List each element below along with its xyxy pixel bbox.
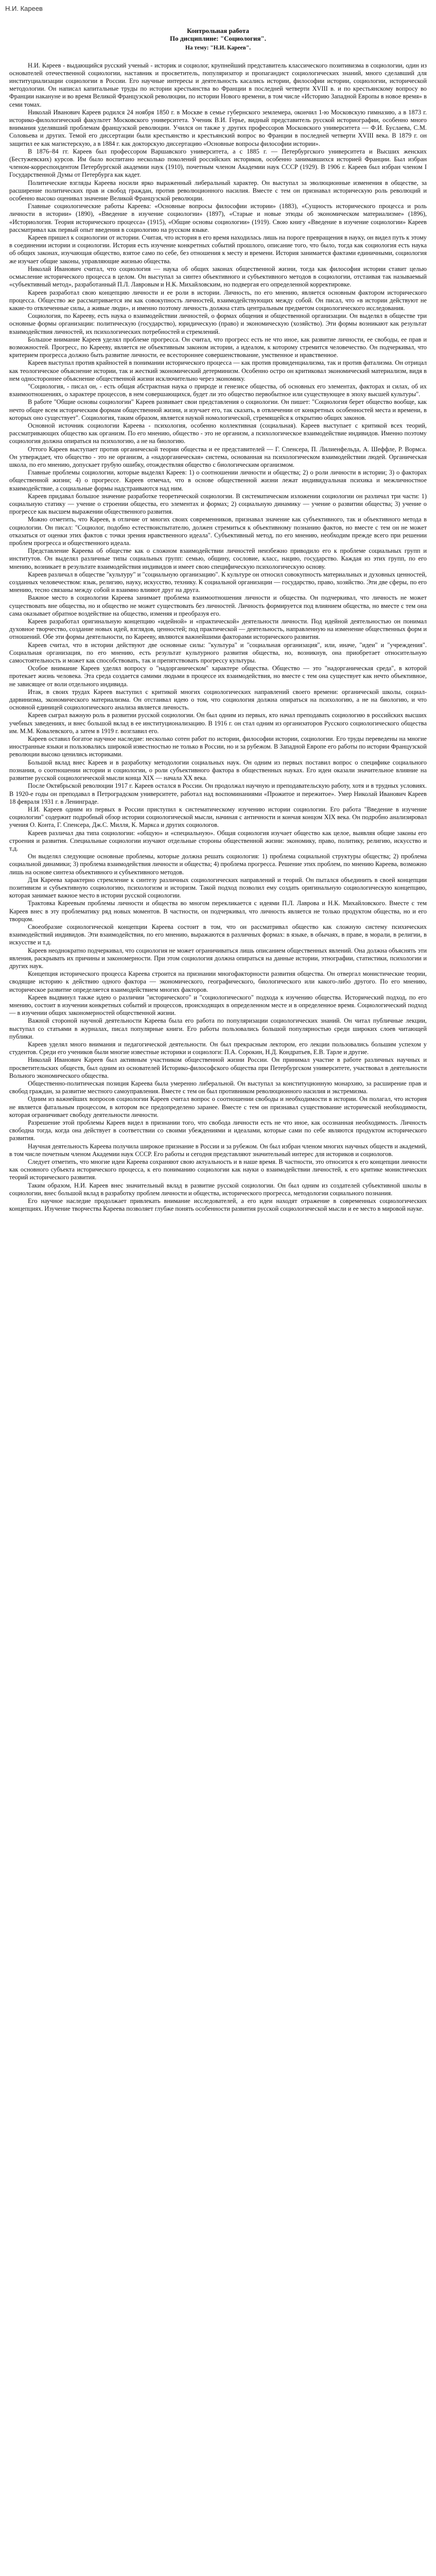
document-body bbox=[9, 62, 427, 1213]
paragraph: Концепция исторического процесса Кареева строится на признании многофакторности развития общества. Он отвергал монистические теории, сводящие историю к действию одного фактора — экономического, географического, биологического или какого-либо другого. По его мнению, историческое развитие определяется взаимодействием многих факторов. bbox=[9, 970, 427, 993]
document-title: Контрольная работа bbox=[187, 27, 249, 35]
document-title-block bbox=[9, 27, 427, 53]
paragraph: Н.И. Кареев одним из первых в России приступил к систематическому изучению истории социологии. Его работа "Введение в изучение социологии" содержит подробный обзор истории социологической мысли, начиная с античности и кончая концом XIX века. Он подробно анализировал учения О. Конта, Г. Спенсера, Дж.С. Милля, К. Маркса и других социологов. bbox=[9, 805, 427, 829]
paragraph: После Октябрьской революции 1917 г. Кареев остался в России. Он продолжал научную и преподавательскую работу, хотя и в трудных условиях. В 1920-е годы он преподавал в Петроградском университете, работал над воспоминаниями «Прожитое и пережитое». Умер Николай Иванович Кареев 18 февраля 1931 г. в Ленинграде. bbox=[9, 782, 427, 805]
document bbox=[0, 16, 436, 1213]
paragraph: Николай Иванович Кареев был активным участником общественной жизни России. Он принимал участие в работе различных научных и просветительских обществ, был одним из основателей Историко-философского общества при Петербургском университете, участвовал в деятельности Вольного экономического общества. bbox=[9, 1056, 427, 1079]
paragraph: Кареев оставил богатое научное наследие: несколько сотен работ по истории, философии истории, социологии. Его труды переведены на многие иностранные языки и пользовались широкой известностью не только в России, но и за рубежом. В Западной Европе его работы по истории Французской революции высоко ценились историками. bbox=[9, 735, 427, 758]
document-discipline: По дисциплине: "Социология". bbox=[170, 35, 266, 43]
paragraph: В 1876–84 гг. Кареев был профессором Варшавского университета, а с 1885 г. — Петербургского университета и Высших женских (Бестужевских) курсов. Им было воспитано несколько поколений российских историков, особенно занимавшихся историей Франции. Был избран членом-корреспондентом Петербургской академии наук (1910), почетным членом Академии наук СССР (1929). В 1906 г. Кареев был избран членом I Государственной Думы от Петербурга как кадет. bbox=[9, 147, 427, 179]
paragraph: Разрешение этой проблемы Кареев видел в признании того, что свобода личности есть не что иное, как осознанная необходимость. Личность свободна тогда, когда она действует в соответствии со своими убеждениями и идеалами, которые сами по себе являются продуктом исторического развития. bbox=[9, 1119, 427, 1142]
paragraph: Кареев пришел к социологии от истории. Считая, что история в его время находилась лишь на пороге превращения в науку, он видел путь к этому в соединении истории и социологии. История есть изучение конкретных событий прошлого, описание того, что было, тогда как социология есть наука об общих законах, изучающая общество, взятое само по себе, без отношения к месту и времени. История занимается фактами единичными, социология же изучает общие законы, управляющие жизнью общества. bbox=[9, 234, 427, 265]
paragraph: Можно отметить, что Кареев, в отличие от многих своих современников, признавал значение как субъективного, так и объективного метода в социологии. Он писал: "Социолог, подобно естествоиспытателю, должен стремиться к объективному познанию фактов, но вместе с тем он не может отказаться от оценки этих фактов с точки зрения нравственного идеала". Субъективный метод, по его мнению, необходим прежде всего при решении проблем прогресса и общественного идеала. bbox=[9, 516, 427, 547]
paragraph: Научная деятельность Кареева получила широкое признание в России и за рубежом. Он был избран членом многих научных обществ и академий, в том числе почетным членом Академии наук СССР. Его работы и сегодня представляют значительный интерес для историков и социологов. bbox=[9, 1142, 427, 1158]
paragraph: Николай Иванович Кареев родился 24 ноября 1850 г. в Москве в семье губернского землемера, окончил 1-ю Московскую гимназию, а в 1873 г. историко-филологический факультет Московского университета. Ученик В.И. Герье, видный представитель русской историографии, особенно много внимания уделявший проблемам французской революции. Учился он также у других профессоров Московского университета — Ф.И. Буслаева, С.М. Соловьева и других. Темой его диссертации были крестьянство и крестьянский вопрос во Франции в последней четверти XVIII века. В 1879 г. он защитил ее как магистерскую, а в 1884 г. как докторскую диссертацию «Основные вопросы философии истории». bbox=[9, 108, 427, 147]
paragraph: Главные социологические работы Кареева: «Основные вопросы философии истории» (1883), «Сущность исторического процесса и роль личности в истории» (1890), «Введение в изучение социологии» (1897), «Старые и новые этюды об экономическом материализме» (1896), «Историология. Теория исторического процесса» (1915), «Общие основы социологии» (1919). Свою книгу «Введение в изучение социологии» Кареев рассматривал как первый опыт введения в социологию на русском языке. bbox=[9, 202, 427, 233]
paragraph: Кареев разработал оригинальную концепцию «идейной» и «практической» деятельности личности. Под идейной деятельностью он понимал духовное творчество, создание новых идей, взглядов, ценностей; под практической — деятельность, направленную на изменение общественных форм и отношений. Обе эти формы деятельности, по Карееву, являются важнейшими факторами исторического развития. bbox=[9, 618, 427, 641]
paragraph: Оттого Кареев выступает против органической теории общества и ее представителей — Г. Спенсера, П. Лилиенфельда, А. Шеффле, Р. Вормса. Он утверждает, что общество - это не организм, а «надорганическая» система, основанная на психологическом взаимодействии людей. Органическая школа, по его мнению, допускает грубую ошибку, отождествляя общество с биологическим организмом. bbox=[9, 445, 427, 468]
paragraph: Основной источник социологии Кареева - психология, особенно коллективная (социальная). Кареев выступает с критикой всех теорий, рассматривающих общество как организм. По его мнению, общество - это не организм, а психологическое взаимодействие индивидов. Именно поэтому социология должна опираться на психологию, а не на биологию. bbox=[9, 421, 427, 445]
paragraph: Большой вклад внес Кареев и в разработку методологии социальных наук. Он одним из первых поставил вопрос о специфике социального познания, о соотношении истории и социологии, о роли субъективного фактора в общественных науках. Его идеи оказали значительное влияние на развитие русской социологической мысли конца XIX — начала XX века. bbox=[9, 758, 427, 782]
paragraph: Его научное наследие продолжает привлекать внимание исследователей, а его идеи находят отражение в современных социологических концепциях. Изучение творчества Кареева позволяет глубже понять особенности развития русской социологической мысли и ее место в мировой науке. bbox=[9, 1197, 427, 1213]
paragraph: Общественно-политическая позиция Кареева была умеренно либеральной. Он выступал за конституционную монархию, за расширение прав и свобод граждан, за развитие местного самоуправления. Вместе с тем он был противником революционного насилия и экстремизма. bbox=[9, 1080, 427, 1095]
paragraph: Особое внимание Кареев уделял вопросу о "надорганическом" характере общества. Общество — это "надорганическая среда", в которой протекает жизнь человека. Эта среда создается самими людьми в процессе их взаимодействия, но вместе с тем она существует как нечто объективное, не зависящее от воли отдельного индивида. bbox=[9, 665, 427, 688]
paragraph: Кареев различал два типа социологии: «общую» и «специальную». Общая социология изучает общество как целое, выявляя общие законы его строения и развития. Специальные социологии изучают отдельные стороны общественной жизни: экономику, право, политику, религию, искусство и т.д. bbox=[9, 829, 427, 852]
document-topic: На тему: "Н.И. Кареев". bbox=[185, 45, 251, 52]
paragraph: Кареев придавал большое значение разработке теоретической социологии. В систематическом изложении социологии он различал три части: 1) социальную статику — учение о строении общества, его элементах и формах; 2) социальную динамику — учение о развитии общества; 3) учение о прогрессе как высшем выражении общественного развития. bbox=[9, 492, 427, 516]
header-author-label: Н.И. Кареев bbox=[5, 4, 43, 12]
paragraph: Кареев выступал против крайностей в понимании исторического процесса — как против провиденциализма, так и против фатализма. Он отрицал как теологическое объяснение истории, так и жесткий экономический детерминизм. Особенно остро он критиковал экономический материализм, видя в нем одностороннее объяснение общественной жизни исключительно через экономику. bbox=[9, 359, 427, 382]
paragraph: Политические взгляды Кареева носили ярко выраженный либеральный характер. Он выступал за эволюционные изменения в обществе, за расширение политических прав и свобод граждан, против революционного насилия. Вместе с тем он признавал историческую роль революций и особенно высоко оценивал значение Великой Французской революции. bbox=[9, 179, 427, 202]
paragraph: Кареев различал в обществе "культуру" и "социальную организацию". К культуре он относил совокупность материальных и духовных ценностей, созданных человечеством: язык, религию, науку, искусство, технику. К социальной организации — государство, право, хозяйство. Эти две сферы, по его мнению, тесно связаны между собой и взаимно влияют друг на друга. bbox=[9, 570, 427, 594]
paragraph: Кареев выдвинул также идею о различии "исторического" и "социологического" подхода к изучению общества. Исторический подход, по его мнению, состоит в изучении конкретных событий и процессов, происходящих в определенном месте и в определенное время. Социологический подход — в изучении общих закономерностей общественной жизни. bbox=[9, 993, 427, 1017]
paragraph: Кареев считал, что в истории действуют две основные силы: "культура" и "социальная организация", или, иначе, "идеи" и "учреждения". Социальная организация, по его мнению, есть результат культурного развития общества, но, возникнув, она приобретает относительную самостоятельность и может как способствовать, так и препятствовать прогрессу культуры. bbox=[9, 641, 427, 665]
paragraph: Следует отметить, что многие идеи Кареева сохраняют свою актуальность и в наше время. В частности, это относится к его концепции личности как основного субъекта исторического процесса, к его пониманию социологии как науки о взаимодействии личностей, к его критике монистических теорий исторического развития. bbox=[9, 1158, 427, 1181]
paragraph: Кареев уделял много внимания и педагогической деятельности. Он был прекрасным лектором, его лекции пользовались большим успехом у студентов. Среди его учеников были многие известные историки и социологи: П.А. Сорокин, Н.Д. Кондратьев, Е.В. Тарле и другие. bbox=[9, 1041, 427, 1056]
paragraph: Итак, в своих трудах Кареев выступил с критикой многих социологических направлений своего времени: органической школы, социал-дарвинизма, экономического материализма. Он отстаивал идею о том, что социология должна опираться на психологию, а не на биологию, и что основной единицей социологического анализа является личность. bbox=[9, 688, 427, 711]
paragraph: Таким образом, Н.И. Кареев внес значительный вклад в развитие русской социологии. Он был одним из создателей субъективной школы в социологии, внес большой вклад в разработку проблем личности и общества, исторического прогресса, методологии социального познания. bbox=[9, 1181, 427, 1197]
paragraph: Трактовка Кареевым проблемы личности и общества во многом перекликается с идеями П.Л. Лаврова и Н.К. Михайловского. Вместе с тем Кареев внес в эту проблематику ряд новых моментов. В частности, он подчеркивал, что личность является не только продуктом общества, но и его творцом. bbox=[9, 900, 427, 923]
paragraph: В работе "Общие основы социологии" Кареев развивает свои представления о социологии. Он пишет: "Социология берет общество вообще, как нечто общее всем историческим формам общественной жизни, и изучает его, так сказать, в отвлечении от конкретных особенностей места и времени, в которых оно существует". Социология, таким образом, является наукой номологической, стремящейся к открытию общих законов. bbox=[9, 398, 427, 421]
paragraph: Социология, по Карееву, есть наука о взаимодействии личностей, о формах общения и общественной организации. Он выделял в обществе три основные формы организации: политическую (государство), юридическую (право) и экономическую (хозяйство). Эти формы возникают как результат взаимодействия личностей, их психологических потребностей и стремлений. bbox=[9, 312, 427, 335]
paragraph: Для Кареева характерно стремление к синтезу различных социологических направлений и теорий. Он пытался объединить в своей концепции позитивизм и субъективную социологию, психологизм и историзм. Такой подход позволил ему создать оригинальную социологическую концепцию, которая занимает важное место в истории русской социологии. bbox=[9, 876, 427, 900]
paragraph: Николай Иванович считал, что социология — наука об общих законах общественной жизни, тогда как философия истории ставит целью осмысление исторического процесса в целом. Он выступал за синтез объективного и субъективного методов в социологии, отстаивая так называемый «субъективный метод», разработанный П.Л. Лавровым и Н.К. Михайловским, но подвергая его определенной корректировке. bbox=[9, 265, 427, 289]
paragraph: Большое внимание Кареев уделял проблеме прогресса. Он считал, что прогресс есть не что иное, как развитие личности, ее свободы, ее прав и возможностей. Прогресс, по Карееву, является не объективным законом истории, а идеалом, к которому стремится человечество. Он подчеркивал, что критерием прогресса должно быть развитие личности, ее всестороннее совершенствование, умственное и нравственное. bbox=[9, 335, 427, 359]
paragraph: Одним из важнейших вопросов социологии Кареев считал вопрос о соотношении свободы и необходимости в истории. Он полагал, что история не является фатальным процессом, в котором все предопределено заранее. Вместе с тем он признавал существование исторической необходимости, которая ограничивает свободу деятельности личности. bbox=[9, 1095, 427, 1118]
page-header bbox=[0, 0, 436, 16]
paragraph: Кареев разработал свою концепцию личности и ее роли в истории. Личность, по его мнению, является основным фактором исторического процесса. Общество же рассматривается им как совокупность личностей, взаимодействующих между собой. Он писал, что «в истории действуют не какие-то отвлеченные силы, а живые люди», и именно поэтому личность должна стать центральным предметом социологического исследования. bbox=[9, 289, 427, 312]
paragraph: Важное место в социологии Кареева занимает проблема взаимоотношения личности и общества. Он подчеркивал, что личность не может существовать вне общества, но и общество не может существовать без личностей. Личность формируется под влиянием общества, но вместе с тем она сама оказывает обратное воздействие на общество, изменяя и преобразуя его. bbox=[9, 594, 427, 617]
paragraph: "Социология, - писал он, - есть общая абстрактная наука о природе и генезисе общества, об основных его элементах, факторах и силах, об их взаимоотношениях, о характере процессов, в нем совершающихся, будет ли это общество первобытное или существующее в эпоху высшей культуры". bbox=[9, 382, 427, 398]
paragraph: Кареев сыграл важную роль в развитии русской социологии. Он был одним из первых, кто начал преподавать социологию в российских высших учебных заведениях, и внес большой вклад в ее институционализацию. В 1916 г. он стал одним из организаторов Русского социологического общества им. М.М. Ковалевского, а затем в 1919 г. возглавил его. bbox=[9, 711, 427, 735]
paragraph: Главные проблемы социологии, которые выделял Кареев: 1) о соотношении личности и общества; 2) о роли личности в истории; 3) о факторах общественной жизни; 4) о прогрессе. Кареев отмечал, что в основе общественной жизни лежат индивидуальная психика и межличностное взаимодействие, а социальные формы надстраиваются над ним. bbox=[9, 469, 427, 492]
paragraph: Важной стороной научной деятельности Кареева была его работа по популяризации социологических знаний. Он читал публичные лекции, выступал со статьями в журналах, писал популярные книги. Его работы пользовались большой популярностью среди широких слоев читающей публики. bbox=[9, 1017, 427, 1040]
paragraph: Представление Кареева об обществе как о сложном взаимодействии личностей неизбежно приводило его к проблеме социальных групп и институтов. Он выделял различные типы социальных групп: семью, общину, сословие, класс, нацию, государство. Каждая из этих групп, по его мнению, возникает в результате взаимодействия индивидов и имеет свою специфическую психологическую основу. bbox=[9, 547, 427, 570]
paragraph: Он выделял следующие основные проблемы, которые должна решать социология: 1) проблема социальной структуры общества; 2) проблема социальной динамики; 3) проблема взаимодействия личности и общества; 4) проблема прогресса. Решение этих проблем, по мнению Кареева, возможно лишь на основе синтеза объективного и субъективного методов. bbox=[9, 853, 427, 876]
paragraph: Своеобразие социологической концепции Кареева состоит в том, что он рассматривал общество как сложную систему психических взаимодействий индивидов. Эти взаимодействия, по его мнению, выражаются в различных формах: в языке, в обычаях, в праве, в морали, в религии, в искусстве и т.д. bbox=[9, 923, 427, 946]
paragraph: Н.И. Кареев - выдающийся русский ученый - историк и социолог, крупнейший представитель классического позитивизма в социологии, один из основателей отечественной социологии, наставник и просветитель, популяризатор и пропагандист социологических знаний, много сделавший для институциализации социологии в России. Его научные интересы и деятельность касались истории, философии истории, социологии, исторической методологии. Он написал капитальные труды по истории крестьянства во Франции в последней четверти XVIII в. и по крестьянскому вопросу во Франции накануне и во время Великой Французской революции, по истории Нового времени, в том числе «Историю Западной Европы в новое время» в семи томах. bbox=[9, 61, 427, 108]
paragraph: Кареев неоднократно подчеркивал, что социология не может ограничиваться лишь описанием общественных явлений. Она должна объяснять эти явления, раскрывать их причины и закономерности. При этом социология должна опираться на данные истории, этнографии, статистики, психологии и других наук. bbox=[9, 946, 427, 970]
